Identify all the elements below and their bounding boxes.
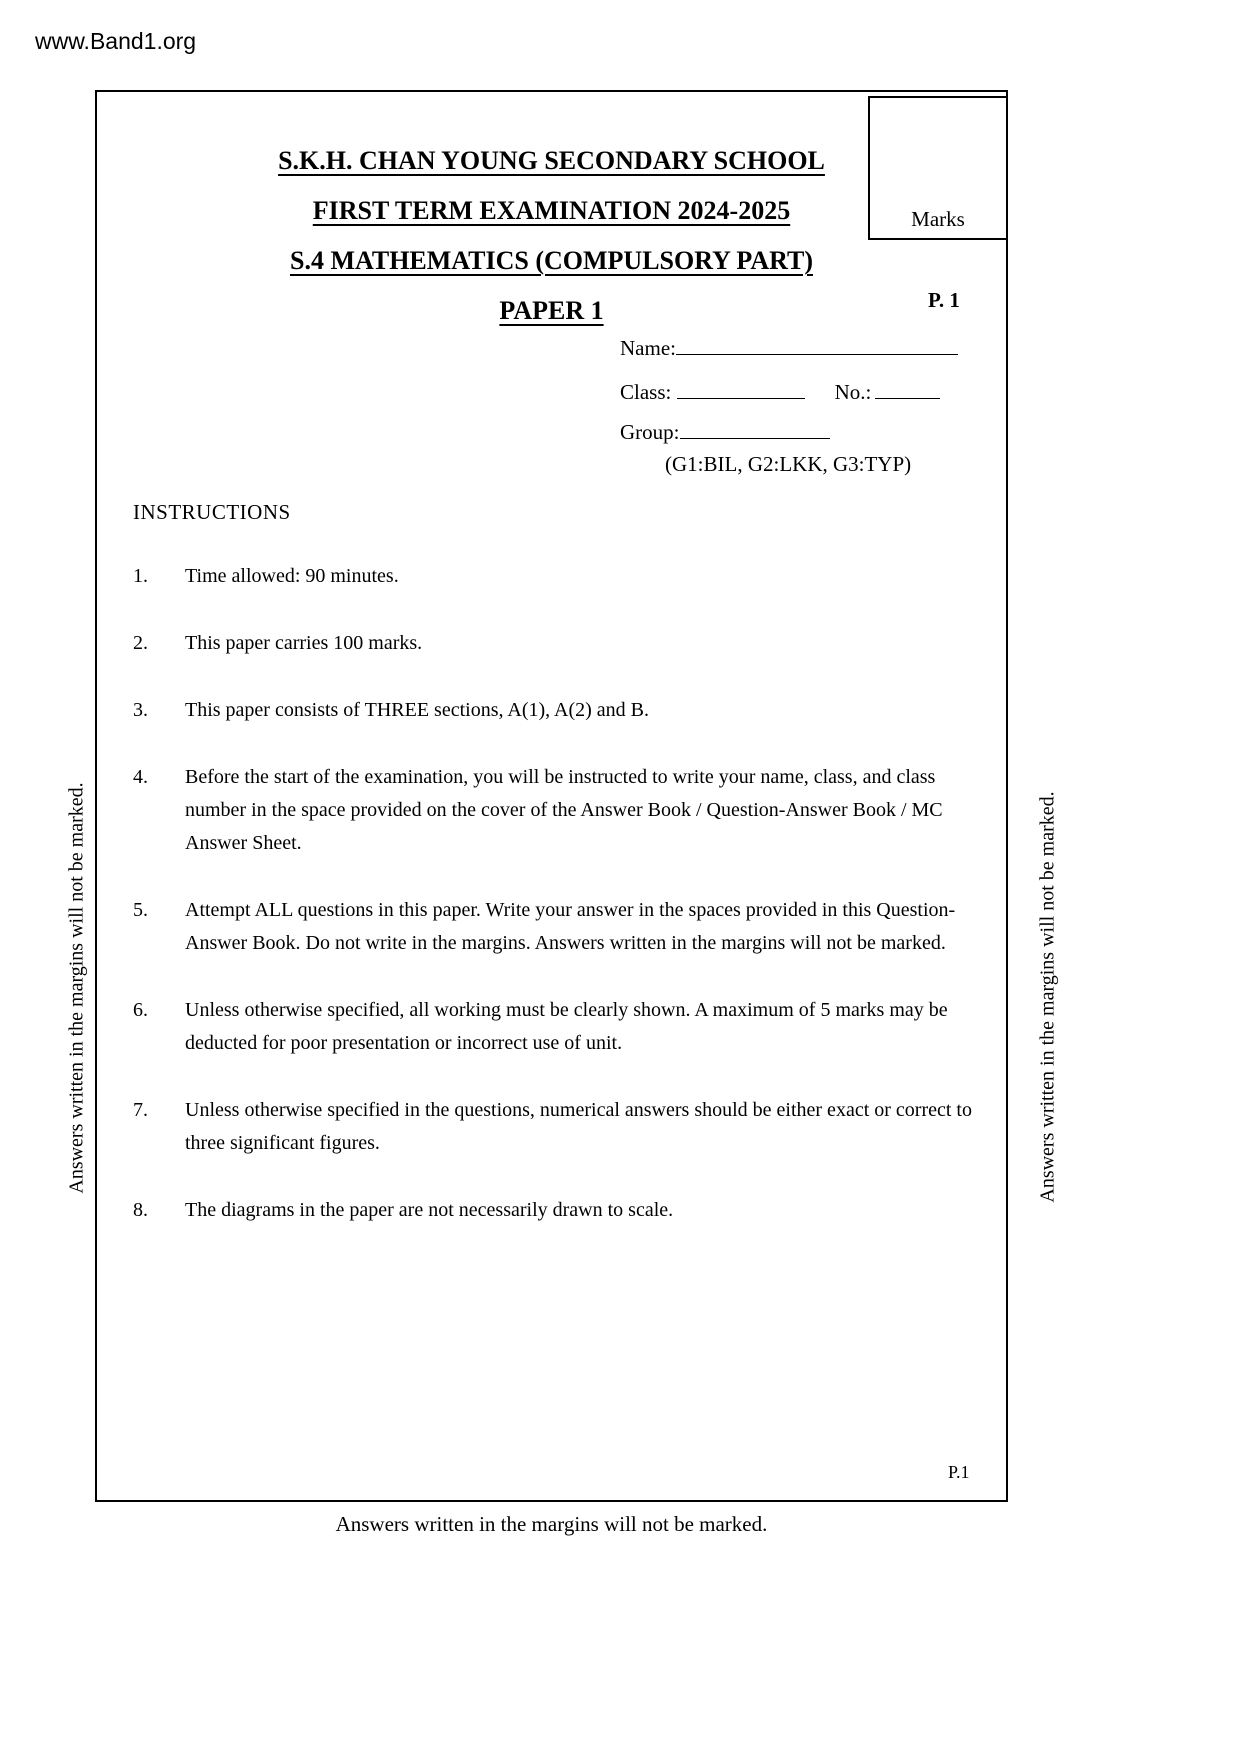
- instruction-number: 3.: [133, 699, 148, 721]
- instruction-number: 6.: [133, 999, 148, 1021]
- instruction-text: Unless otherwise specified in the questions, numerical answers should be either exact or correct to three significant figures.: [185, 1099, 972, 1154]
- instruction-text: This paper carries 100 marks.: [185, 632, 423, 654]
- instructions-title: INSTRUCTIONS: [133, 500, 291, 524]
- school-title: S.K.H. CHAN YOUNG SECONDARY SCHOOL: [278, 146, 825, 175]
- instruction-item: [133, 894, 978, 960]
- marks-label: Marks: [911, 207, 965, 231]
- paper-title: PAPER 1: [499, 296, 604, 325]
- instruction-number: 7.: [133, 1099, 148, 1121]
- instruction-text: Attempt ALL questions in this paper. Write your answer in the spaces provided in this Question-Answer Book. Do not write in the margins. Answers written in the margins will not be marked.: [185, 899, 956, 954]
- instruction-item: [133, 994, 978, 1060]
- no-label: No.:: [834, 380, 872, 404]
- instruction-item: [133, 694, 978, 727]
- instruction-text: Unless otherwise specified, all working must be clearly shown. A maximum of 5 marks may be deducted for poor presentation or incorrect use of unit.: [185, 999, 948, 1054]
- name-field-line: [676, 332, 958, 355]
- instruction-item: [133, 560, 978, 593]
- instruction-text: Before the start of the examination, you will be instructed to write your name, class, and class number in the space provided on the cover of the Answer Book / Question-Answer Book / MC Answer Sheet.: [185, 766, 943, 854]
- subject-title: S.4 MATHEMATICS (COMPULSORY PART): [290, 246, 813, 275]
- instruction-text: This paper consists of THREE sections, A(1), A(2) and B.: [185, 699, 650, 721]
- class-field-line: [677, 376, 805, 399]
- group-field-line: [680, 416, 830, 439]
- instruction-number: 8.: [133, 1199, 148, 1221]
- exam-title: FIRST TERM EXAMINATION 2024-2025: [312, 196, 791, 225]
- instruction-item: [133, 1194, 978, 1227]
- name-label: Name:: [620, 336, 676, 360]
- title-block: [95, 136, 1008, 336]
- instructions-list: [133, 560, 978, 1261]
- footer-margin-note: Answers written in the margins will not be marked.: [335, 1512, 768, 1536]
- student-info-block: [620, 332, 958, 478]
- instruction-number: 5.: [133, 899, 148, 921]
- instruction-text: Time allowed: 90 minutes.: [185, 565, 399, 587]
- instruction-item: [133, 627, 978, 660]
- instruction-item: [133, 761, 978, 860]
- instruction-number: 1.: [133, 565, 148, 587]
- no-field-line: [875, 376, 940, 399]
- page-number-bottom: P.1: [948, 1462, 970, 1482]
- right-margin-note: Answers written in the margins will not be marked.: [1036, 791, 1059, 1203]
- class-label: Class:: [620, 380, 672, 404]
- instruction-item: [133, 1094, 978, 1160]
- instruction-number: 4.: [133, 766, 148, 788]
- instruction-number: 2.: [133, 632, 148, 654]
- instruction-text: The diagrams in the paper are not necessarily drawn to scale.: [185, 1199, 674, 1221]
- group-label: Group:: [620, 420, 680, 444]
- left-margin-note: Answers written in the margins will not be marked.: [65, 782, 88, 1194]
- page-label-top: P. 1: [928, 288, 960, 312]
- site-watermark: www.Band1.org: [35, 28, 197, 54]
- group-note: (G1:BIL, G2:LKK, G3:TYP): [665, 452, 912, 476]
